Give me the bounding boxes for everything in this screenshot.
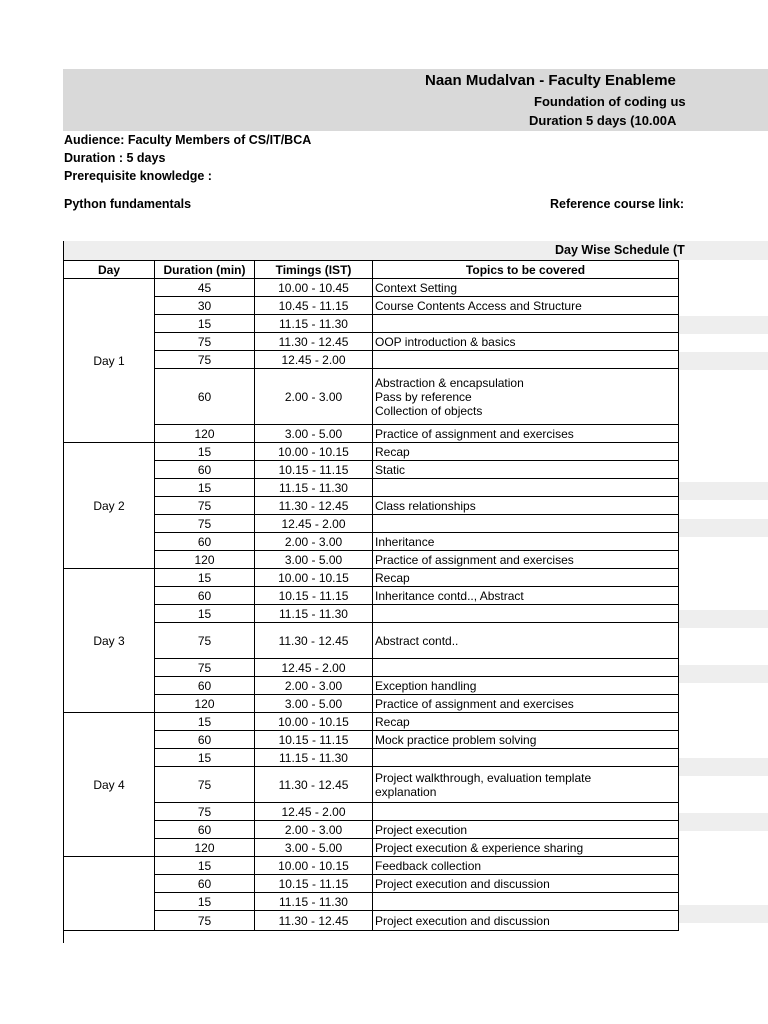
duration-cell: 120 [155,551,255,569]
duration-cell: 60 [155,533,255,551]
timing-cell: 2.00 - 3.00 [255,677,373,695]
table-row [64,713,679,731]
table-row [64,551,679,569]
table-row [64,893,679,911]
break-strip [678,665,768,683]
duration-cell: 75 [155,803,255,821]
table-row [64,569,679,587]
title-band [63,69,768,93]
table-row [64,315,679,333]
table-row [64,803,679,821]
topic-cell: Class relationships [373,497,679,515]
timing-cell: 2.00 - 3.00 [255,533,373,551]
duration-cell: 15 [155,605,255,623]
topic-cell: Abstract contd.. [373,623,679,659]
duration-cell: 120 [155,425,255,443]
timing-cell: 11.15 - 11.30 [255,315,373,333]
topic-cell: Project execution & experience sharing [373,839,679,857]
day-cell [64,857,155,931]
table-row [64,333,679,351]
topic-cell [373,479,679,497]
topic-cell: Mock practice problem solving [373,731,679,749]
topic-cell: Inheritance [373,533,679,551]
topic-cell [373,803,679,821]
duration-cell: 60 [155,875,255,893]
table-row [64,623,679,659]
timing-cell: 11.15 - 11.30 [255,893,373,911]
duration-cell: 75 [155,351,255,369]
page-title: Naan Mudalvan - Faculty Enableme [425,72,676,89]
schedule-title: Day Wise Schedule (T [555,243,685,257]
table-row [64,695,679,713]
duration-cell: 75 [155,333,255,351]
timing-cell: 12.45 - 2.00 [255,515,373,533]
topic-cell [373,893,679,911]
topic-cell [373,351,679,369]
timing-cell: 10.15 - 11.15 [255,461,373,479]
day-cell: Day 3 [64,569,155,713]
duration-cell: 75 [155,659,255,677]
timing-cell: 11.15 - 11.30 [255,605,373,623]
column-header-timings: Timings (IST) [255,261,373,279]
duration-cell: 15 [155,857,255,875]
duration-cell: 75 [155,767,255,803]
day-cell: Day 4 [64,713,155,857]
topic-cell: Recap [373,443,679,461]
timing-cell: 3.00 - 5.00 [255,839,373,857]
duration-cell: 15 [155,713,255,731]
table-row [64,515,679,533]
table-row [64,767,679,803]
table-row [64,821,679,839]
table-row [64,479,679,497]
audience-label: Audience: Faculty Members of CS/IT/BCA [64,133,312,147]
table-header-row [64,261,679,279]
timing-cell: 2.00 - 3.00 [255,821,373,839]
table-row [64,425,679,443]
column-header-topics: Topics to be covered [373,261,679,279]
duration-cell: 15 [155,749,255,767]
timing-cell: 3.00 - 5.00 [255,551,373,569]
timing-cell: 12.45 - 2.00 [255,351,373,369]
break-strip [678,610,768,628]
duration-cell: 60 [155,821,255,839]
table-row [64,533,679,551]
timing-cell: 11.30 - 12.45 [255,911,373,931]
table-row [64,279,679,297]
topic-cell: Course Contents Access and Structure [373,297,679,315]
timing-cell: 10.15 - 11.15 [255,731,373,749]
day-cell: Day 1 [64,279,155,443]
duration-cell: 60 [155,587,255,605]
topic-cell: Exception handling [373,677,679,695]
duration-cell: 60 [155,461,255,479]
duration-cell: 60 [155,731,255,749]
topic-cell [373,315,679,333]
topic-cell [373,749,679,767]
topic-cell: Static [373,461,679,479]
duration-cell: 75 [155,623,255,659]
timing-cell: 10.00 - 10.15 [255,857,373,875]
topic-cell: Practice of assignment and exercises [373,551,679,569]
duration-cell: 75 [155,911,255,931]
break-strip [678,316,768,334]
duration-cell: 15 [155,479,255,497]
reference-link-label: Reference course link: [550,197,685,211]
topic-cell: Project execution [373,821,679,839]
timing-cell: 10.00 - 10.15 [255,569,373,587]
table-row [64,659,679,677]
break-strip [678,482,768,500]
duration-cell: 75 [155,515,255,533]
timing-cell: 3.00 - 5.00 [255,695,373,713]
table-row [64,857,679,875]
table-row [64,875,679,893]
duration-cell: 15 [155,315,255,333]
timing-cell: 12.45 - 2.00 [255,803,373,821]
timing-cell: 10.00 - 10.15 [255,443,373,461]
timing-cell: 11.15 - 11.30 [255,479,373,497]
duration-cell: 15 [155,893,255,911]
duration-cell: 120 [155,695,255,713]
topic-cell: Abstraction & encapsulation Pass by reference Collection of objects [373,369,679,425]
table-row [64,497,679,515]
topic-cell: Project execution and discussion [373,911,679,931]
timing-cell: 11.30 - 12.45 [255,497,373,515]
duration-cell: 15 [155,569,255,587]
table-row [64,587,679,605]
topic-cell: Practice of assignment and exercises [373,695,679,713]
topic-cell: Recap [373,569,679,587]
topic-cell: Feedback collection [373,857,679,875]
duration-cell: 75 [155,497,255,515]
timing-cell: 10.00 - 10.45 [255,279,373,297]
subtitle-band [63,93,768,131]
break-strip [678,813,768,831]
topic-cell: Practice of assignment and exercises [373,425,679,443]
timing-cell: 12.45 - 2.00 [255,659,373,677]
table-row [64,677,679,695]
timing-cell: 11.30 - 12.45 [255,623,373,659]
table-row [64,605,679,623]
topic-cell: OOP introduction & basics [373,333,679,351]
prerequisite-value: Python fundamentals [64,197,192,211]
table-row [64,731,679,749]
topic-cell: Context Setting [373,279,679,297]
day-cell: Day 2 [64,443,155,569]
table-row [64,911,679,931]
break-strip [678,905,768,923]
schedule-body [64,279,679,931]
break-strip [678,352,768,370]
column-header-duration: Duration (min) [155,261,255,279]
duration-cell: 60 [155,677,255,695]
timing-cell: 11.30 - 12.45 [255,333,373,351]
timing-cell: 10.45 - 11.15 [255,297,373,315]
timing-cell: 3.00 - 5.00 [255,425,373,443]
duration-cell: 30 [155,297,255,315]
duration-cell: 45 [155,279,255,297]
table-row [64,461,679,479]
table-row [64,297,679,315]
topic-cell: Recap [373,713,679,731]
timing-cell: 11.15 - 11.30 [255,749,373,767]
topic-cell: Inheritance contd.., Abstract [373,587,679,605]
duration-label: Duration : 5 days [64,151,166,165]
schedule-table [63,260,679,931]
table-row [64,369,679,425]
prerequisite-label: Prerequisite knowledge : [64,169,212,183]
duration-subtitle: Duration 5 days (10.00A [529,113,677,128]
table-row [64,443,679,461]
course-subtitle: Foundation of coding us [534,94,686,109]
break-strip [678,519,768,537]
table-row [64,351,679,369]
table-row [64,749,679,767]
break-strip [678,758,768,776]
timing-cell: 10.15 - 11.15 [255,875,373,893]
timing-cell: 11.30 - 12.45 [255,767,373,803]
timing-cell: 2.00 - 3.00 [255,369,373,425]
topic-cell: Project walkthrough, evaluation template explanation [373,767,679,803]
timing-cell: 10.15 - 11.15 [255,587,373,605]
table-row [64,839,679,857]
timing-cell: 10.00 - 10.15 [255,713,373,731]
duration-cell: 120 [155,839,255,857]
topic-cell [373,659,679,677]
duration-cell: 60 [155,369,255,425]
topic-cell [373,515,679,533]
duration-cell: 15 [155,443,255,461]
column-header-day: Day [64,261,155,279]
topic-cell: Project execution and discussion [373,875,679,893]
topic-cell [373,605,679,623]
